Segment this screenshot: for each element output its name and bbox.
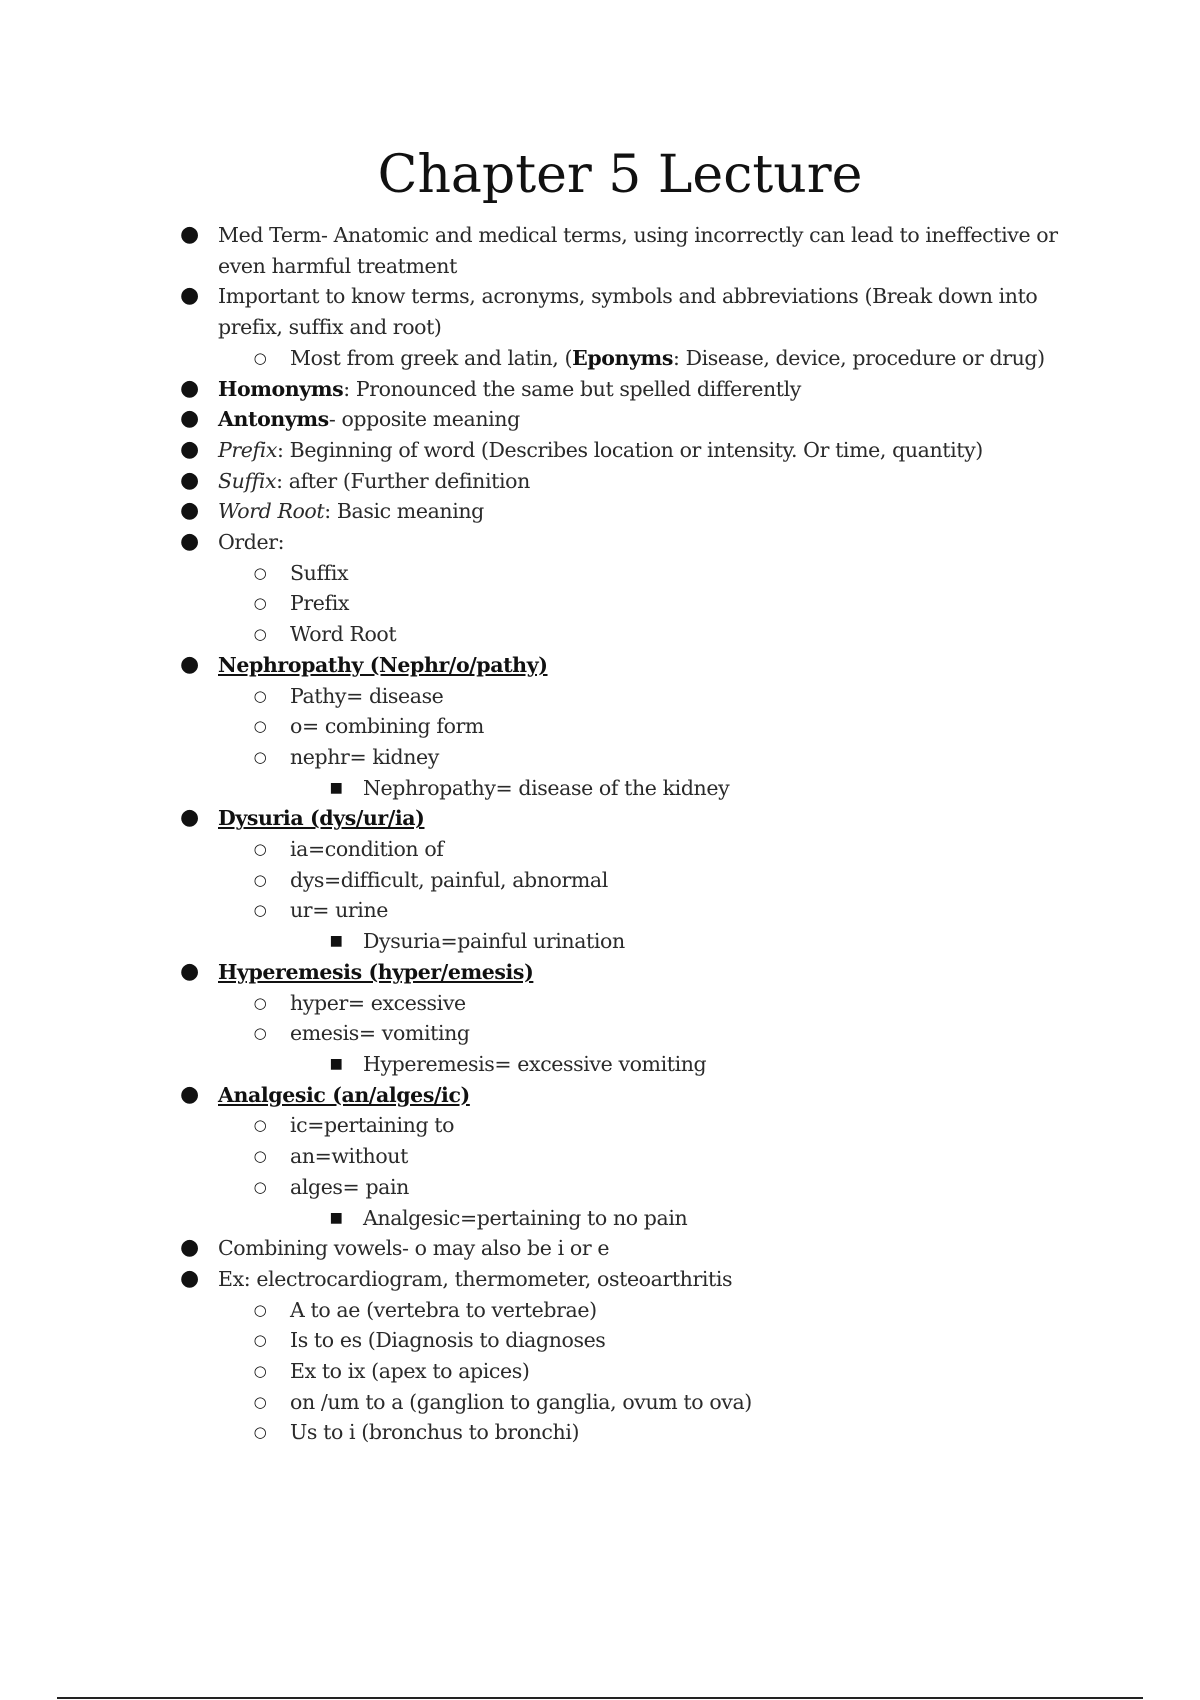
- item-text: an=without: [290, 1144, 408, 1169]
- list-item-plural-on-um: [0, 1387, 1200, 1418]
- item-text: - opposite meaning: [328, 407, 520, 432]
- hollow-bullet-icon: ○: [253, 901, 267, 920]
- item-text: Ex to ix (apex to apices): [290, 1359, 530, 1384]
- item-text: ia=condition of: [290, 837, 444, 862]
- bullet-icon: ●: [180, 498, 199, 524]
- item-text: Analgesic=pertaining to no pain: [363, 1205, 688, 1230]
- list-item-plural-us: [0, 1417, 1200, 1448]
- bullet-icon: ●: [180, 375, 199, 401]
- hollow-bullet-icon: ○: [253, 993, 267, 1012]
- hollow-bullet-icon: ○: [253, 1392, 267, 1411]
- hollow-bullet-icon: ○: [253, 747, 267, 766]
- list-item-prefix: [0, 435, 1200, 466]
- hollow-bullet-icon: ○: [253, 348, 267, 367]
- item-text: dys=difficult, painful, abnormal: [290, 867, 608, 892]
- hollow-bullet-icon: ○: [253, 686, 267, 705]
- list-item-combining-vowels: [0, 1233, 1200, 1264]
- bullet-icon: ●: [180, 1081, 199, 1107]
- hollow-bullet-icon: ○: [253, 1423, 267, 1442]
- list-item-hyperemesis: [0, 957, 1200, 988]
- square-bullet-icon: ■: [329, 1055, 343, 1072]
- bullet-icon: ●: [180, 406, 199, 432]
- hollow-bullet-icon: ○: [253, 840, 267, 859]
- list-item-important: [0, 281, 1200, 342]
- item-text: on /um to a (ganglion to ganglia, ovum to ova): [290, 1389, 752, 1414]
- item-text: Order:: [218, 530, 285, 555]
- list-item-plural-ex: [0, 1356, 1200, 1387]
- item-text: Med Term- Anatomic and medical terms, using incorrectly can lead to ineffective or even harmful treatment: [218, 223, 1058, 278]
- list-item-greek-latin: [0, 343, 1200, 374]
- bullet-icon: ●: [180, 467, 199, 493]
- list-item-analgesic: [0, 1080, 1200, 1111]
- hollow-bullet-icon: ○: [253, 563, 267, 582]
- item-text: : Disease, device, procedure or drug): [672, 345, 1045, 370]
- term-prefix: Prefix: [218, 437, 278, 462]
- list-item-order-prefix: [0, 588, 1200, 619]
- item-text: : Basic meaning: [324, 499, 484, 524]
- list-item-ic: [0, 1110, 1200, 1141]
- list-item-word-root: [0, 496, 1200, 527]
- hollow-bullet-icon: ○: [253, 625, 267, 644]
- item-text: alges= pain: [290, 1174, 409, 1199]
- hollow-bullet-icon: ○: [253, 717, 267, 736]
- hollow-bullet-icon: ○: [253, 1362, 267, 1381]
- list-item-order: [0, 527, 1200, 558]
- item-text: : after (Further definition: [276, 468, 530, 493]
- list-item-homonyms: [0, 374, 1200, 405]
- item-text: Ex: electrocardiogram, thermometer, osteoarthritis: [218, 1266, 733, 1291]
- list-item-antonyms: [0, 404, 1200, 435]
- item-text: Us to i (bronchus to bronchi): [290, 1420, 580, 1445]
- term-nephropathy: Nephropathy (Nephr/o/pathy): [218, 652, 548, 677]
- bullet-icon: ●: [180, 529, 199, 555]
- list-item-dys: [0, 865, 1200, 896]
- term-homonyms: Homonyms: [218, 376, 344, 401]
- term-antonyms: Antonyms: [218, 407, 329, 432]
- list-item-alges: [0, 1172, 1200, 1203]
- item-text: Dysuria=painful urination: [363, 929, 625, 954]
- hollow-bullet-icon: ○: [253, 1300, 267, 1319]
- item-text: hyper= excessive: [290, 990, 466, 1015]
- list-item-ia: [0, 834, 1200, 865]
- footer-divider: [57, 1697, 1143, 1699]
- item-text: Most from greek and latin, (: [290, 345, 573, 370]
- list-item-suffix: [0, 466, 1200, 497]
- page-title: Chapter 5 Lecture: [377, 145, 863, 205]
- bullet-icon: ●: [180, 805, 199, 831]
- term-analgesic: Analgesic (an/alges/ic): [218, 1082, 470, 1107]
- list-item-order-root: [0, 619, 1200, 650]
- bullet-icon: ●: [180, 958, 199, 984]
- list-item-dysuria: [0, 803, 1200, 834]
- item-text: ur= urine: [290, 898, 388, 923]
- item-text: emesis= vomiting: [290, 1021, 470, 1046]
- list-item-o-combining: [0, 711, 1200, 742]
- list-item-nephropathy: [0, 650, 1200, 681]
- hollow-bullet-icon: ○: [253, 1116, 267, 1135]
- item-text: Prefix: [290, 591, 350, 616]
- item-text: Word Root: [290, 622, 397, 647]
- bullet-icon: ●: [180, 1235, 199, 1261]
- item-text: Important to know terms, acronyms, symbols and abbreviations (Break down into prefix, suffix and root): [218, 284, 1038, 340]
- hollow-bullet-icon: ○: [253, 1147, 267, 1166]
- list-item-an: [0, 1141, 1200, 1172]
- hollow-bullet-icon: ○: [253, 1024, 267, 1043]
- list-item-dysuria-definition: [0, 926, 1200, 957]
- term-eponyms: Eponyms: [572, 345, 673, 370]
- list-item-examples: [0, 1264, 1200, 1295]
- list-item-hyper: [0, 988, 1200, 1019]
- item-text: : Beginning of word (Describes location or intensity. Or time, quantity): [277, 437, 983, 462]
- square-bullet-icon: ■: [329, 779, 343, 796]
- hollow-bullet-icon: ○: [253, 870, 267, 889]
- list-item-nephropathy-definition: [0, 773, 1200, 804]
- item-text: Combining vowels- o may also be i or e: [218, 1236, 610, 1261]
- item-text: Nephropathy= disease of the kidney: [363, 775, 730, 800]
- item-text: Is to es (Diagnosis to diagnoses: [290, 1328, 606, 1353]
- list-item-plural-a: [0, 1295, 1200, 1326]
- item-text: A to ae (vertebra to vertebrae): [290, 1297, 597, 1322]
- item-text: Pathy= disease: [290, 683, 444, 708]
- list-item-pathy: [0, 681, 1200, 712]
- list-item-order-suffix: [0, 558, 1200, 589]
- square-bullet-icon: ■: [329, 1209, 343, 1226]
- item-text: nephr= kidney: [290, 744, 439, 769]
- term-dysuria: Dysuria (dys/ur/ia): [218, 806, 425, 831]
- term-hyperemesis: Hyperemesis (hyper/emesis): [218, 959, 534, 984]
- term-word-root: Word Root: [218, 499, 325, 524]
- bullet-icon: ●: [180, 651, 199, 677]
- item-text: Suffix: [290, 560, 349, 585]
- item-text: Hyperemesis= excessive vomiting: [363, 1051, 707, 1076]
- item-text: o= combining form: [290, 714, 484, 739]
- hollow-bullet-icon: ○: [253, 1177, 267, 1196]
- list-item-nephr: [0, 742, 1200, 773]
- item-text: : Pronounced the same but spelled differently: [343, 376, 801, 401]
- bullet-icon: ●: [180, 283, 199, 309]
- list-item-analgesic-definition: [0, 1203, 1200, 1234]
- hollow-bullet-icon: ○: [253, 594, 267, 613]
- list-item-emesis: [0, 1018, 1200, 1049]
- bullet-icon: ●: [180, 222, 199, 247]
- lecture-notes: [0, 220, 1200, 1448]
- term-suffix: Suffix: [218, 468, 277, 493]
- list-item-ur: [0, 895, 1200, 926]
- item-text: ic=pertaining to: [290, 1113, 455, 1138]
- list-item-hyperemesis-definition: [0, 1049, 1200, 1080]
- bullet-icon: ●: [180, 436, 199, 462]
- list-item-plural-is: [0, 1325, 1200, 1356]
- square-bullet-icon: ■: [329, 933, 343, 950]
- hollow-bullet-icon: ○: [253, 1331, 267, 1350]
- bullet-icon: ●: [180, 1265, 199, 1291]
- list-item-med-term: [0, 220, 1200, 281]
